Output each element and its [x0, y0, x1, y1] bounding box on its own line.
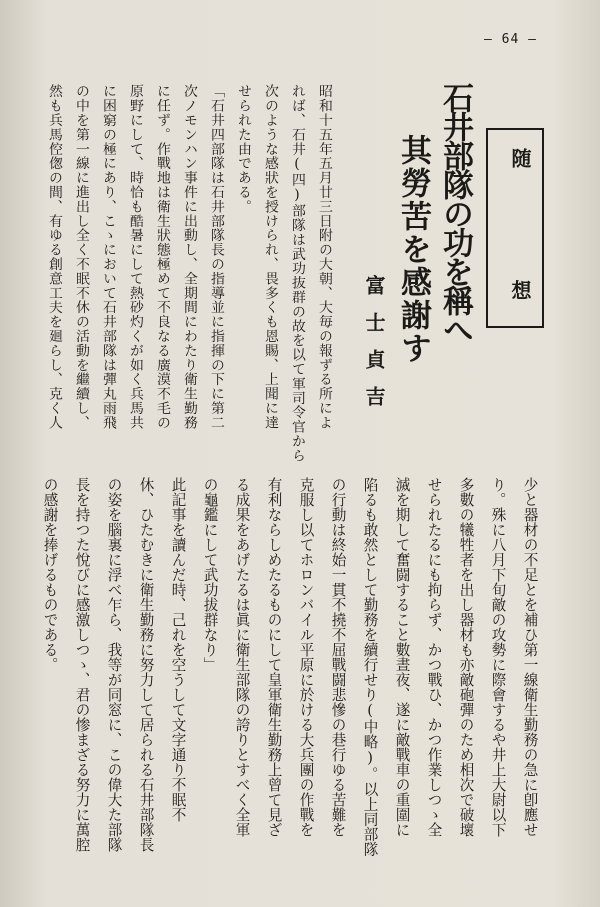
author-name: 富士貞吉 [362, 275, 386, 423]
body-line: の中を第一線に進出し全く不眠不休の活動を繼續し、 [72, 84, 89, 430]
body-line: れば、石井(四)部隊は武功抜群の故を以て軍司令官から [288, 84, 305, 463]
body-line: せられたるにも拘らず、かつ戰ひ、かつ作業しつゝ全 [425, 477, 443, 837]
body-line: 休、ひたむきに衛生勤務に努力して居られる石井部隊長 [137, 477, 155, 852]
body-line: の行動は終始一貫不撓不屈戰闘悲慘の巷行ゆる苦難を [329, 477, 347, 837]
article-title-line-1: 石井部隊の功を稱へ [437, 82, 473, 343]
body-line: の感謝を捧げるものである。 [41, 477, 59, 672]
body-line: の龜鑑にして武功拔群なり」 [201, 477, 219, 672]
body-line: 多數の犧牲者を出し器材も亦敵砲彈のため相次で破壞 [457, 477, 475, 837]
column-category-char-2: 想 [508, 280, 532, 300]
body-line: 次のような感狀を授けられ、畏多くも恩賜、上聞に達 [261, 84, 278, 430]
body-line: 長を持つた悅びに感激しつゝ、君の惨まざる努力に萬腔 [73, 477, 91, 852]
body-line: る成果をあげたるは眞に衛生部隊の誇りとすべく全軍 [233, 477, 251, 837]
page-number: — 64 — [484, 32, 537, 47]
body-line: 有利ならしめたるものにして皇軍衛生勤務上曾て見ざ [265, 477, 283, 837]
body-line: 少と器材の不足とを補ひ第一線衛生勤務の急に卽應せ [521, 477, 539, 837]
body-line: 陷るも敢然として勤務を續行せり(中略)。以上同部隊 [361, 477, 379, 857]
body-line: 昭和十五年五月廿三日附の大朝、大毎の報ずる所によ [315, 84, 332, 430]
body-line: 此記事を讀んだ時、己れを空うして文字通り不眠不 [169, 477, 187, 822]
body-line: 滅を期して奮闘すること數晝夜、遂に敵戰車の重圍に [393, 477, 411, 837]
article-title-line-2: 其勞苦を感謝す [395, 134, 431, 365]
body-line: 「石井四部隊は石井部隊長の指導並に指揮の下に第二 [207, 84, 224, 430]
body-line: に困窮の極にあり、こゝにおいて石井部隊は彈丸雨飛 [99, 84, 116, 430]
body-line: 原野にして、時恰も酷暑にして熱砂灼くが如く兵馬共 [126, 84, 143, 430]
body-line: の姿を腦裏に浮べ乍ら、我等が同窓に、この偉大た部隊 [105, 477, 123, 852]
body-line: に任ず。作戰地は衛生狀態極めて不良なる廣漠不毛の [153, 84, 170, 430]
body-line: 然も兵馬倥偬の間、有ゆる創意工夫を廻らし、克く人 [45, 84, 62, 430]
body-line: 克服し以てホロンバイル平原に於ける大兵團の作戰を [297, 477, 315, 837]
column-category-char-1: 随 [508, 148, 532, 168]
column-category-box [486, 128, 544, 328]
body-line: せられた由である。 [234, 84, 251, 214]
body-line: り。殊に八月下旬敵の攻勢に際會するや井上大尉以下 [489, 477, 507, 837]
body-line: 次ノモンハン事件に出動し、全期間にわたり衛生勤務 [180, 84, 197, 430]
